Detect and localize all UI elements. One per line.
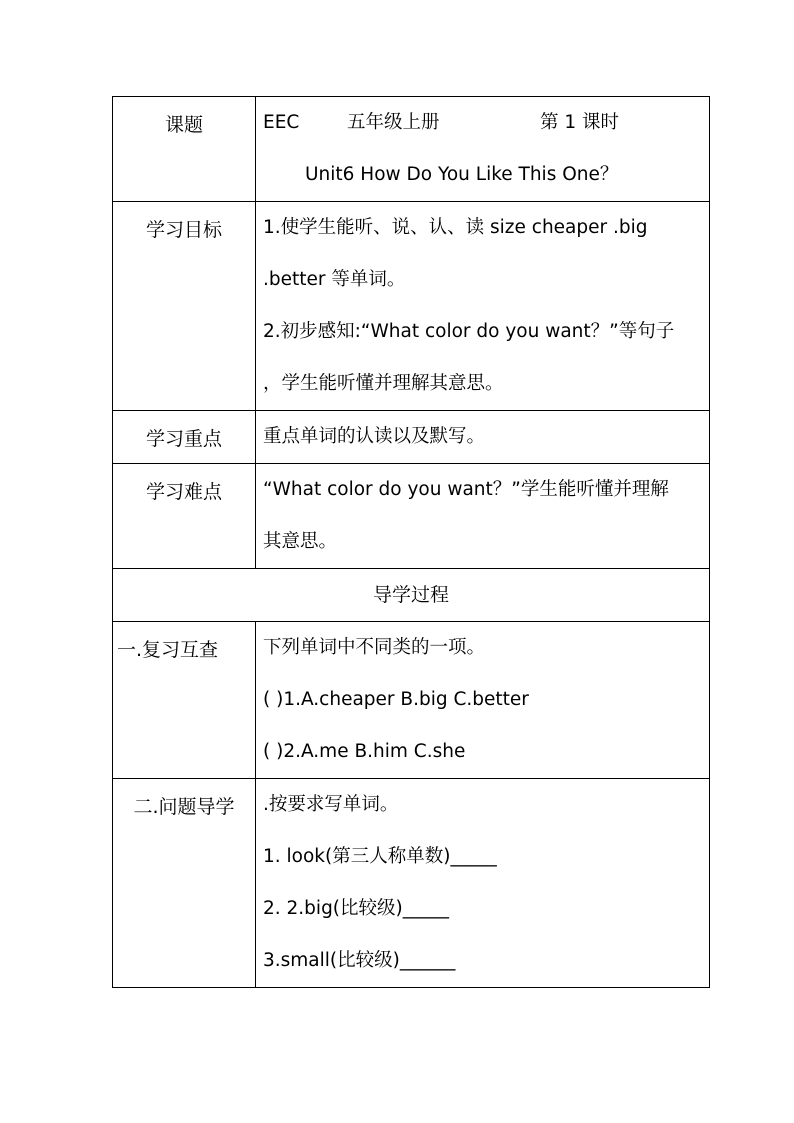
objective-line: .better 等单词。 [263, 269, 406, 290]
lesson-number: 第 1 课时 [540, 112, 620, 133]
course-code: EEC [263, 112, 300, 133]
objective-line: 2.初步感知:“What color do you want？”等句子 [263, 321, 675, 342]
review-label: 一.复习互查 [113, 622, 256, 778]
process-title-row [113, 569, 709, 622]
unit-title: Unit6 How Do You Like This One？ [305, 164, 619, 185]
objectives-cell [256, 202, 709, 410]
guide-line: .按要求写单词。 [263, 794, 399, 815]
lesson-plan-table [112, 96, 710, 988]
key-points-label: 学习重点 [113, 411, 256, 463]
difficulties-label: 学习难点 [113, 464, 256, 568]
grade-text: 五年级上册 [347, 112, 440, 133]
guide-line: 1. look(第三人称单数)_____ [263, 846, 497, 867]
guide-cell [256, 779, 709, 987]
objectives-label: 学习目标 [113, 202, 256, 410]
process-title: 导学过程 [372, 584, 449, 606]
guide-row [113, 779, 709, 987]
key-points-row [113, 411, 709, 464]
review-row [113, 622, 709, 779]
key-points-cell [256, 411, 709, 463]
objective-line: 1.使学生能听、说、认、读 size cheaper .big [263, 217, 648, 238]
key-points-text: 重点单词的认读以及默写。 [263, 426, 486, 447]
guide-label: 二.问题导学 [113, 779, 256, 987]
guide-line: 2. 2.big(比较级)_____ [263, 898, 449, 919]
header-row [113, 97, 709, 202]
review-line: 下列单词中不同类的一项。 [263, 637, 486, 658]
difficulties-row [113, 464, 709, 569]
difficulty-line: 其意思。 [263, 531, 338, 552]
review-line: ( )1.A.cheaper B.big C.better [263, 689, 529, 710]
difficulty-line: “What color do you want？”学生能听懂并理解 [263, 479, 669, 500]
difficulties-cell [256, 464, 709, 568]
review-cell [256, 622, 709, 778]
objective-line: ，学生能听懂并理解其意思。 [263, 373, 504, 394]
review-line: ( )2.A.me B.him C.she [263, 741, 466, 762]
topic-label: 课题 [113, 97, 256, 201]
guide-line: 3.small(比较级)______ [263, 950, 456, 971]
topic-cell [256, 97, 709, 201]
objectives-row [113, 202, 709, 411]
